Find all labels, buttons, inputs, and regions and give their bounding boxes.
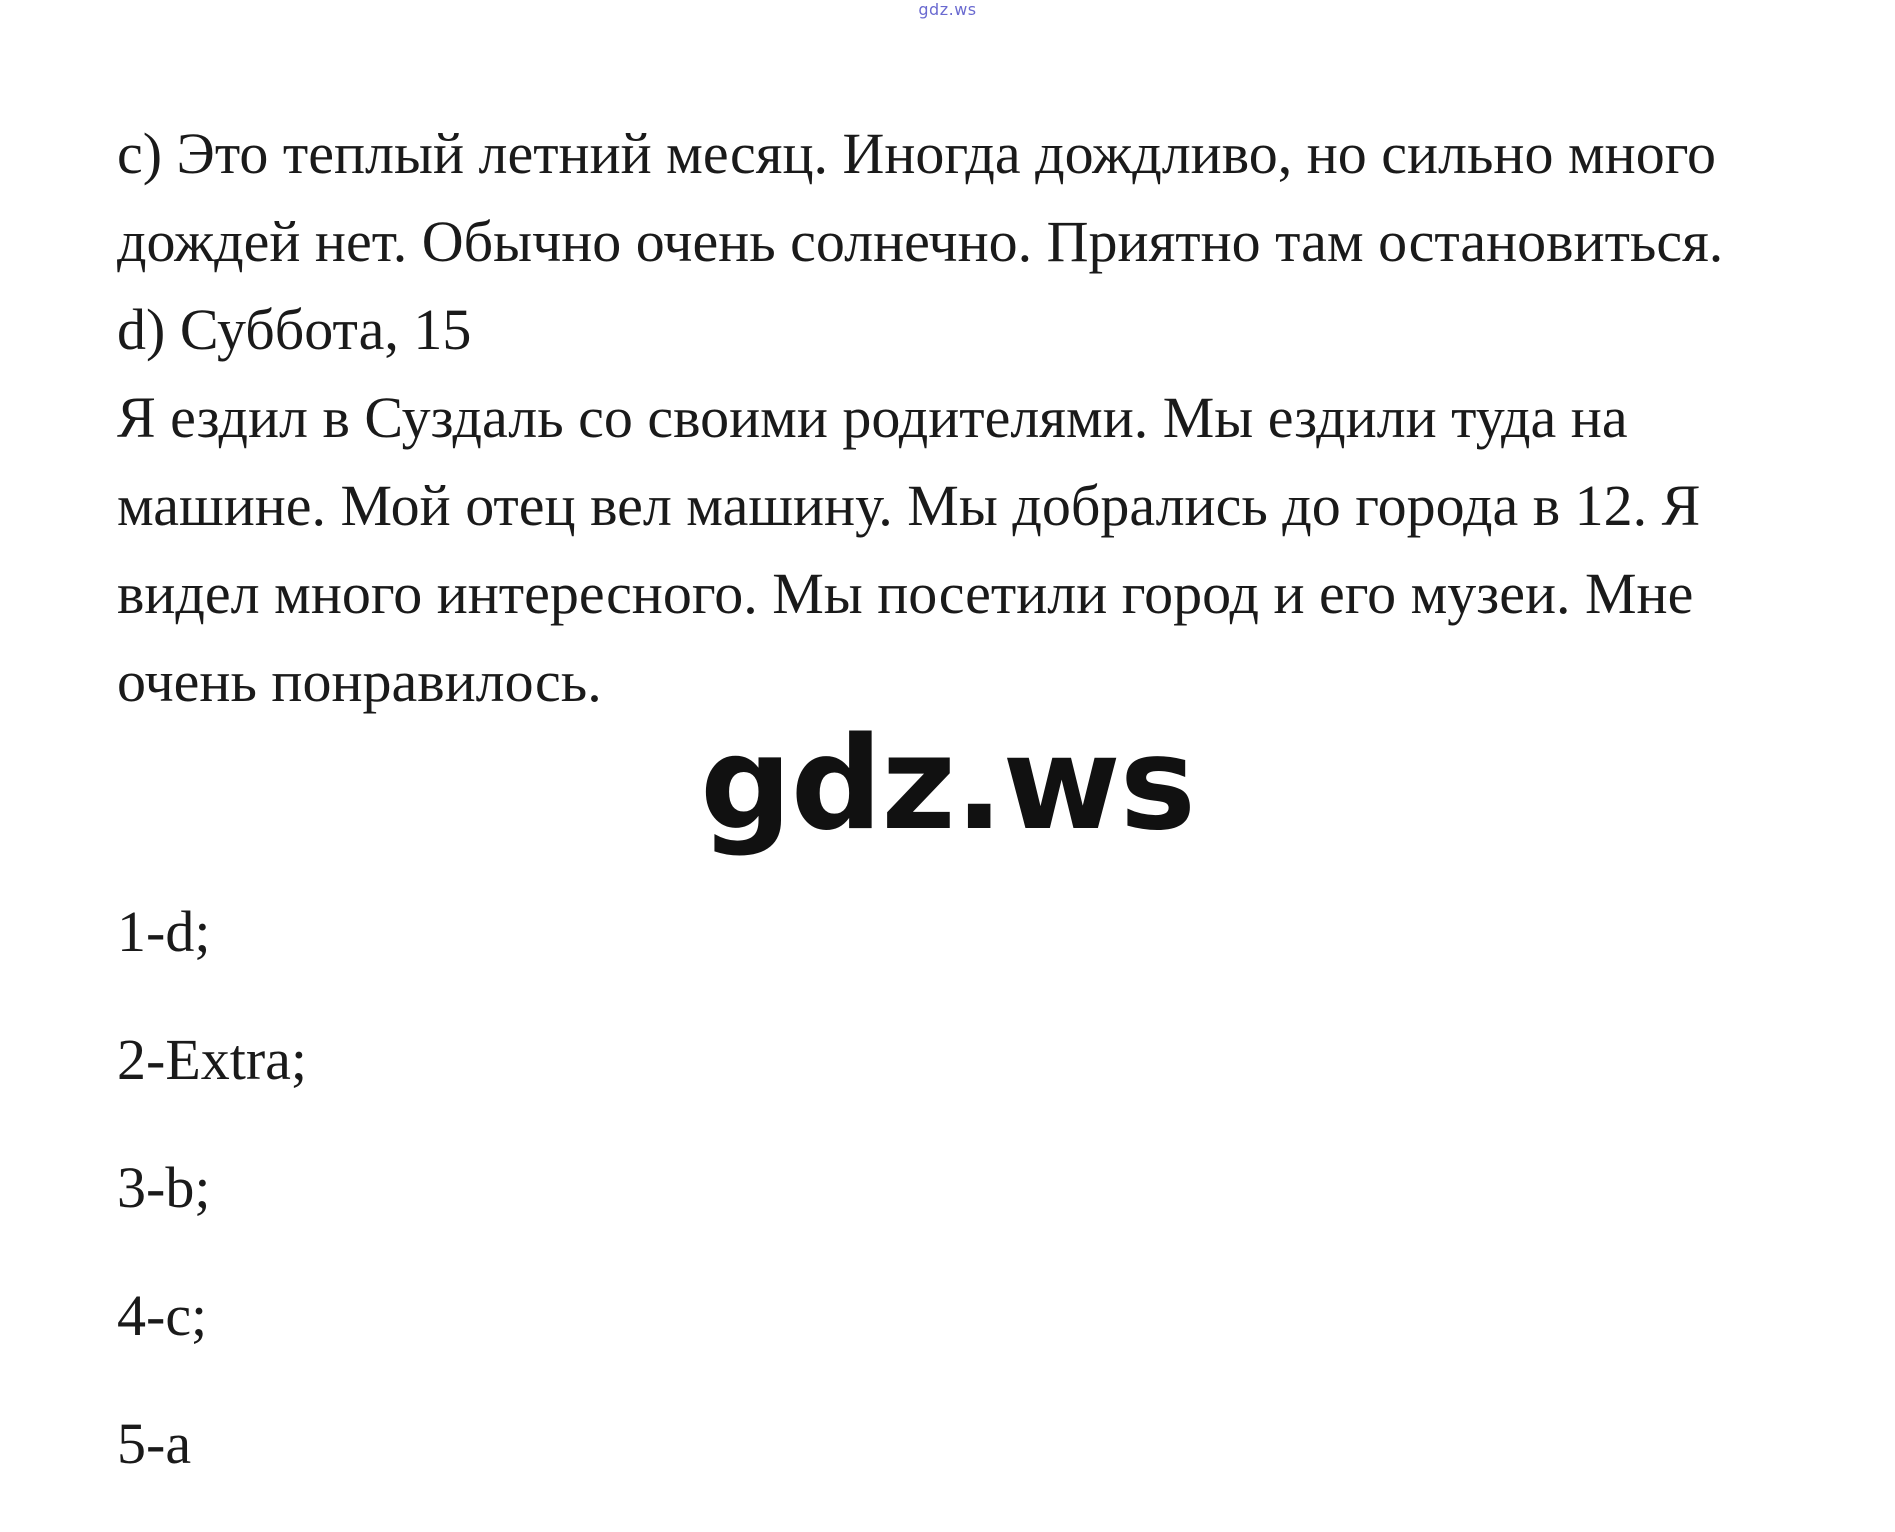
text-line: c) Это теплый летний месяц. Иногда дождливо, но сильно много bbox=[117, 121, 1717, 186]
answer-item: 4-c; bbox=[117, 1283, 208, 1348]
top-watermark: gdz.ws bbox=[918, 0, 977, 19]
answer-item: 5-a bbox=[117, 1411, 192, 1476]
text-line: видел много интересного. Мы посетили город и его музеи. Мне bbox=[117, 561, 1694, 626]
answer-item: 1-d; bbox=[117, 899, 211, 964]
text-line: машине. Мой отец вел машину. Мы добрались до города в 12. Я bbox=[117, 473, 1701, 538]
answer-item: 3-b; bbox=[117, 1155, 211, 1220]
text-line: очень понравилось. bbox=[117, 649, 602, 714]
text-line: d) Суббота, 15 bbox=[117, 297, 472, 362]
text-line: Я ездил в Суздаль со своими родителями. Мы ездили туда на bbox=[117, 385, 1628, 450]
site-logo: gdz.ws bbox=[700, 710, 1195, 859]
answer-list bbox=[117, 890, 307, 1530]
text-block bbox=[117, 110, 1797, 726]
text-line: дождей нет. Обычно очень солнечно. Приятно там остановиться. bbox=[117, 209, 1724, 274]
answer-item: 2-Extra; bbox=[117, 1027, 308, 1092]
